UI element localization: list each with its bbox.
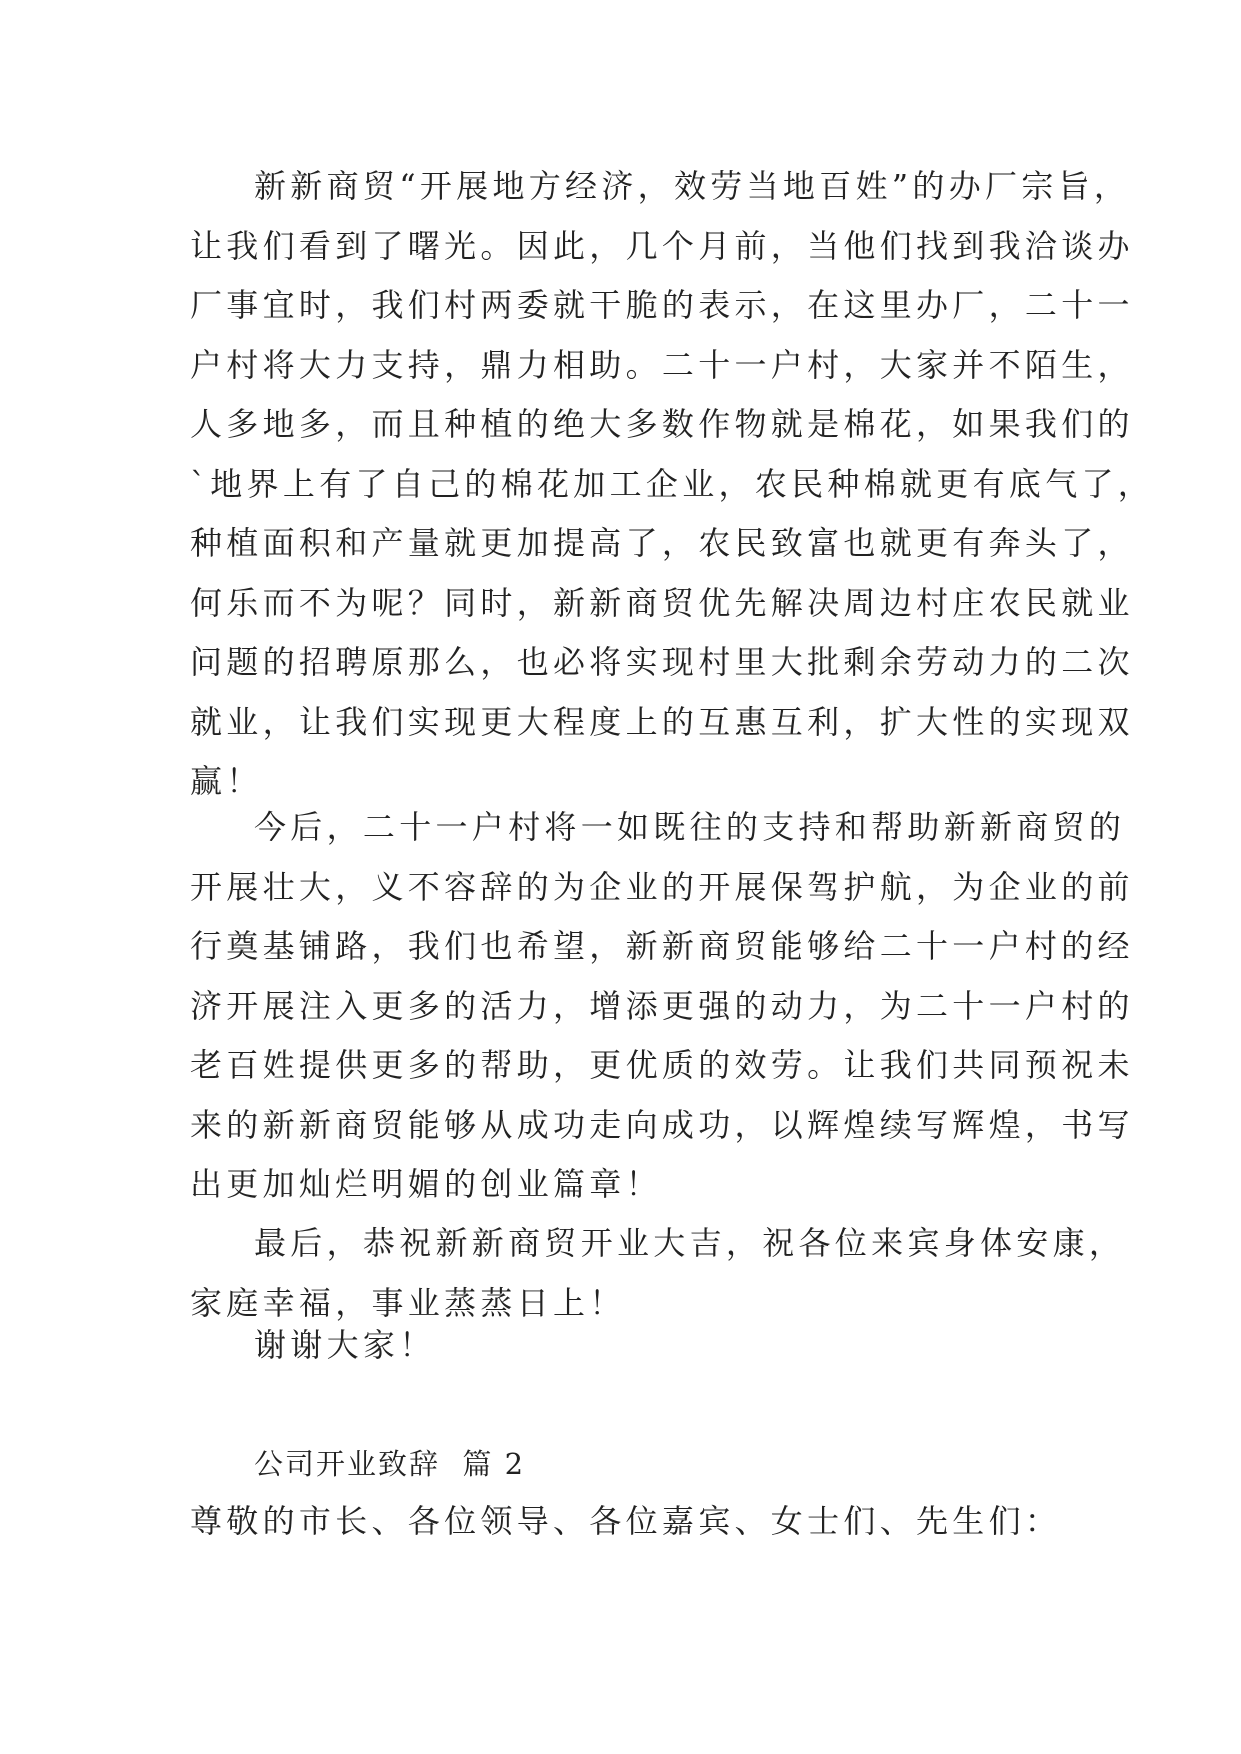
paragraph-line: 厂事宜时，我们村两委就干脆的表示，在这里办厂，二十一 [190, 286, 1134, 324]
paragraph-line: 来的新新商贸能够从成功走向成功，以辉煌续写辉煌，书写 [190, 1105, 1134, 1144]
paragraph-future-support [190, 798, 1134, 1215]
salutation-line: 尊敬的市长、各位领导、各位嘉宾、女士们、先生们： [190, 1502, 1062, 1540]
paragraph-line: 行奠基铺路，我们也希望，新新商贸能够给二十一户村的经 [190, 927, 1134, 965]
paragraph-line: 老百姓提供更多的帮助，更优质的效劳。让我们共同预祝未 [190, 1046, 1134, 1084]
paragraph-line: 赢！ [190, 762, 263, 800]
paragraph-welcome-purpose [190, 157, 1155, 812]
paragraph-line: 种植面积和产量就更加提高了，农民致富也就更有奔头了， [190, 524, 1134, 562]
paragraph-line: 问题的招聘原那么，也必将实现村里大批剩余劳动力的二次 [190, 643, 1134, 681]
paragraph-line: 今后，二十一户村将一如既往的支持和帮助新新商贸的 [254, 808, 1126, 846]
paragraph-line: 出更加灿烂明媚的创业篇章！ [190, 1165, 662, 1203]
paragraph-line: 户村将大力支持，鼎力相助。二十一户村，大家并不陌生， [190, 345, 1134, 384]
paragraph-line: 谢谢大家！ [254, 1326, 436, 1364]
paragraph-line: 开展壮大，义不容辞的为企业的开展保驾护航，为企业的前 [190, 867, 1134, 906]
paragraph-line: 新新商贸“开展地方经济，效劳当地百姓”的办厂宗旨， [254, 167, 1131, 205]
paragraph-line: 人多地多，而且种植的绝大多数作物就是棉花，如果我们的 [190, 405, 1134, 443]
paragraph-line: 就业，让我们实现更大程度上的互惠互利，扩大性的实现双 [190, 702, 1134, 741]
paragraph-line: `地界上有了自己的棉花加工企业，农民种棉就更有底气了， [190, 464, 1155, 503]
paragraph-line: 济开展注入更多的活力，增添更强的动力，为二十一户村的 [190, 986, 1134, 1025]
paragraph-line: 让我们看到了曙光。因此，几个月前，当他们找到我洽谈办 [190, 226, 1134, 265]
paragraph-line: 何乐而不为呢？同时，新新商贸优先解决周边村庄农民就业 [190, 583, 1134, 622]
paragraph-line: 家庭幸福，事业蒸蒸日上！ [190, 1283, 626, 1322]
paragraph-thanks [190, 1316, 1070, 1376]
section-heading: 公司开业致辞 篇 2 [254, 1447, 526, 1481]
paragraph-line: 最后，恭祝新新商贸开业大吉，祝各位来宾身体安康， [254, 1224, 1126, 1262]
